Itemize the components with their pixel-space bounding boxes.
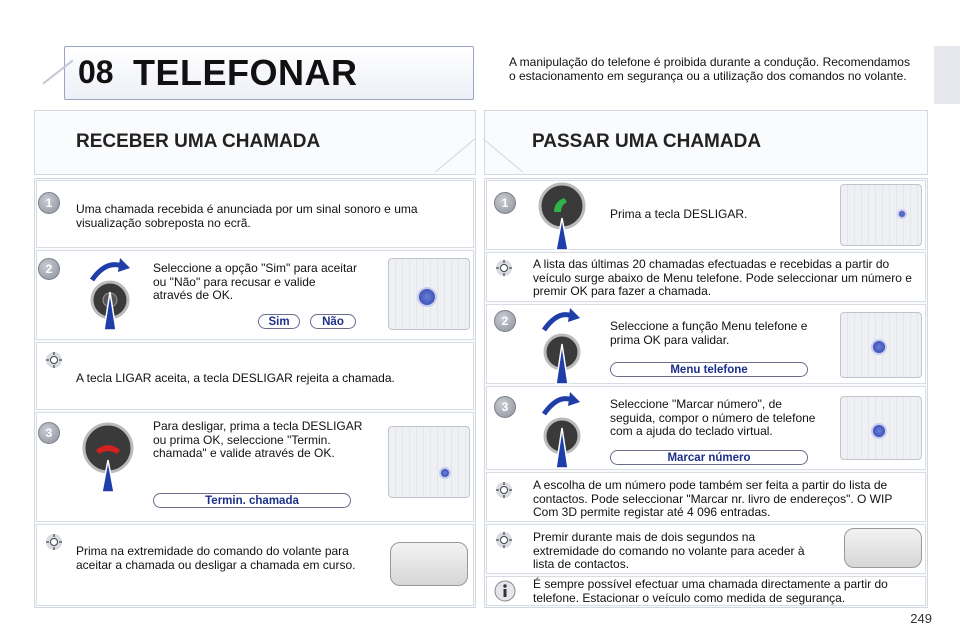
- ok-knob-icon: [871, 423, 887, 439]
- receive-tip-1-text: A tecla LIGAR aceita, a tecla DESLIGAR rejeita a chamada.: [76, 371, 395, 385]
- sun-tip-icon: [44, 350, 64, 370]
- side-tab: [934, 46, 960, 104]
- receive-step-3-text: Para desligar, prima a tecla DESLIGAR ou prima OK, seleccione "Termin. chamada" e valide através de OK.: [153, 419, 363, 460]
- ok-knob-icon: [897, 209, 907, 219]
- sun-tip-icon: [44, 532, 64, 552]
- place-info-1-text: A lista das últimas 20 chamadas efectuadas e recebidas a partir do veículo surge abaixo de Menu telefone. Pode seleccionar um número e premir OK para fazer a chamada.: [533, 257, 912, 298]
- place-step-1-text: Prima a tecla DESLIGAR.: [610, 207, 748, 221]
- head-unit-illustration: [388, 426, 470, 498]
- head-unit-illustration: [840, 312, 922, 378]
- steering-stalk-illustration: [844, 528, 922, 568]
- info-icon: [494, 580, 516, 602]
- place-tip-2-text: Premir durante mais de dois segundos na extremidade do comando no volante para aceder à lista de contactos.: [533, 530, 805, 571]
- step-badge: 3: [494, 396, 516, 418]
- steering-stalk-illustration: [390, 542, 468, 586]
- option-no[interactable]: Não: [310, 314, 356, 329]
- head-unit-illustration: [840, 184, 922, 246]
- sun-tip-icon: [494, 480, 514, 500]
- option-yes[interactable]: Sim: [258, 314, 300, 329]
- ok-dial-icon: [536, 388, 592, 470]
- head-unit-illustration: [388, 258, 470, 330]
- place-tip-1-text: A escolha de um número pode também ser feita a partir do lista de contactos. Pode seleccionar "Marcar nr. livro de endereços". O WIP Com 3D permite registar até 4 096 entradas.: [533, 478, 893, 519]
- step-badge: 2: [38, 258, 60, 280]
- receive-tip-2-text: Prima na extremidade do comando do volante para aceitar a chamada ou desligar a chamada em curso.: [76, 544, 356, 572]
- page-number: 249: [910, 611, 932, 626]
- menu-end-call[interactable]: Termin. chamada: [153, 493, 351, 508]
- menu-dial-number[interactable]: Marcar número: [610, 450, 808, 465]
- step-badge: 1: [494, 192, 516, 214]
- receive-step-1-text: Uma chamada recebida é anunciada por um sinal sonoro e uma visualização sobreposta no ecrã.: [76, 202, 418, 230]
- step-badge: 2: [494, 310, 516, 332]
- step-badge: 3: [38, 422, 60, 444]
- ok-dial-icon: [82, 252, 142, 332]
- step-badge: 1: [38, 192, 60, 214]
- ok-knob-icon: [439, 467, 451, 479]
- ok-knob-icon: [417, 287, 437, 307]
- menu-phone-menu[interactable]: Menu telefone: [610, 362, 808, 377]
- safety-warning: A manipulação do telefone é proibida durante a condução. Recomendamos o estacionamento em segurança ou a utilização dos comandos no volante.: [509, 55, 910, 83]
- place-info-2-text: É sempre possível efectuar uma chamada directamente a partir do telefone. Estacionar o veículo como medida de segurança.: [533, 577, 888, 605]
- phone-accept-icon: [532, 182, 592, 252]
- chapter-number: 08: [78, 54, 114, 90]
- sun-tip-icon: [494, 258, 514, 278]
- phone-hangup-icon: [78, 418, 138, 494]
- ok-knob-icon: [871, 339, 887, 355]
- place-step-3-text: Seleccione "Marcar número", de seguida, compor o número de telefone com a ajuda do teclado virtual.: [610, 397, 816, 438]
- receive-step-2-text: Seleccione a opção "Sim" para aceitar ou "Não" para recusar e valide através de OK.: [153, 261, 357, 302]
- chapter-title: TELEFONAR: [133, 52, 358, 93]
- receive-section-title: RECEBER UMA CHAMADA: [76, 131, 321, 152]
- place-section-title: PASSAR UMA CHAMADA: [532, 131, 762, 152]
- place-step-2-text: Seleccione a função Menu telefone e prima OK para validar.: [610, 319, 808, 347]
- ok-dial-icon: [536, 304, 592, 386]
- head-unit-illustration: [840, 396, 922, 460]
- sun-tip-icon: [494, 530, 514, 550]
